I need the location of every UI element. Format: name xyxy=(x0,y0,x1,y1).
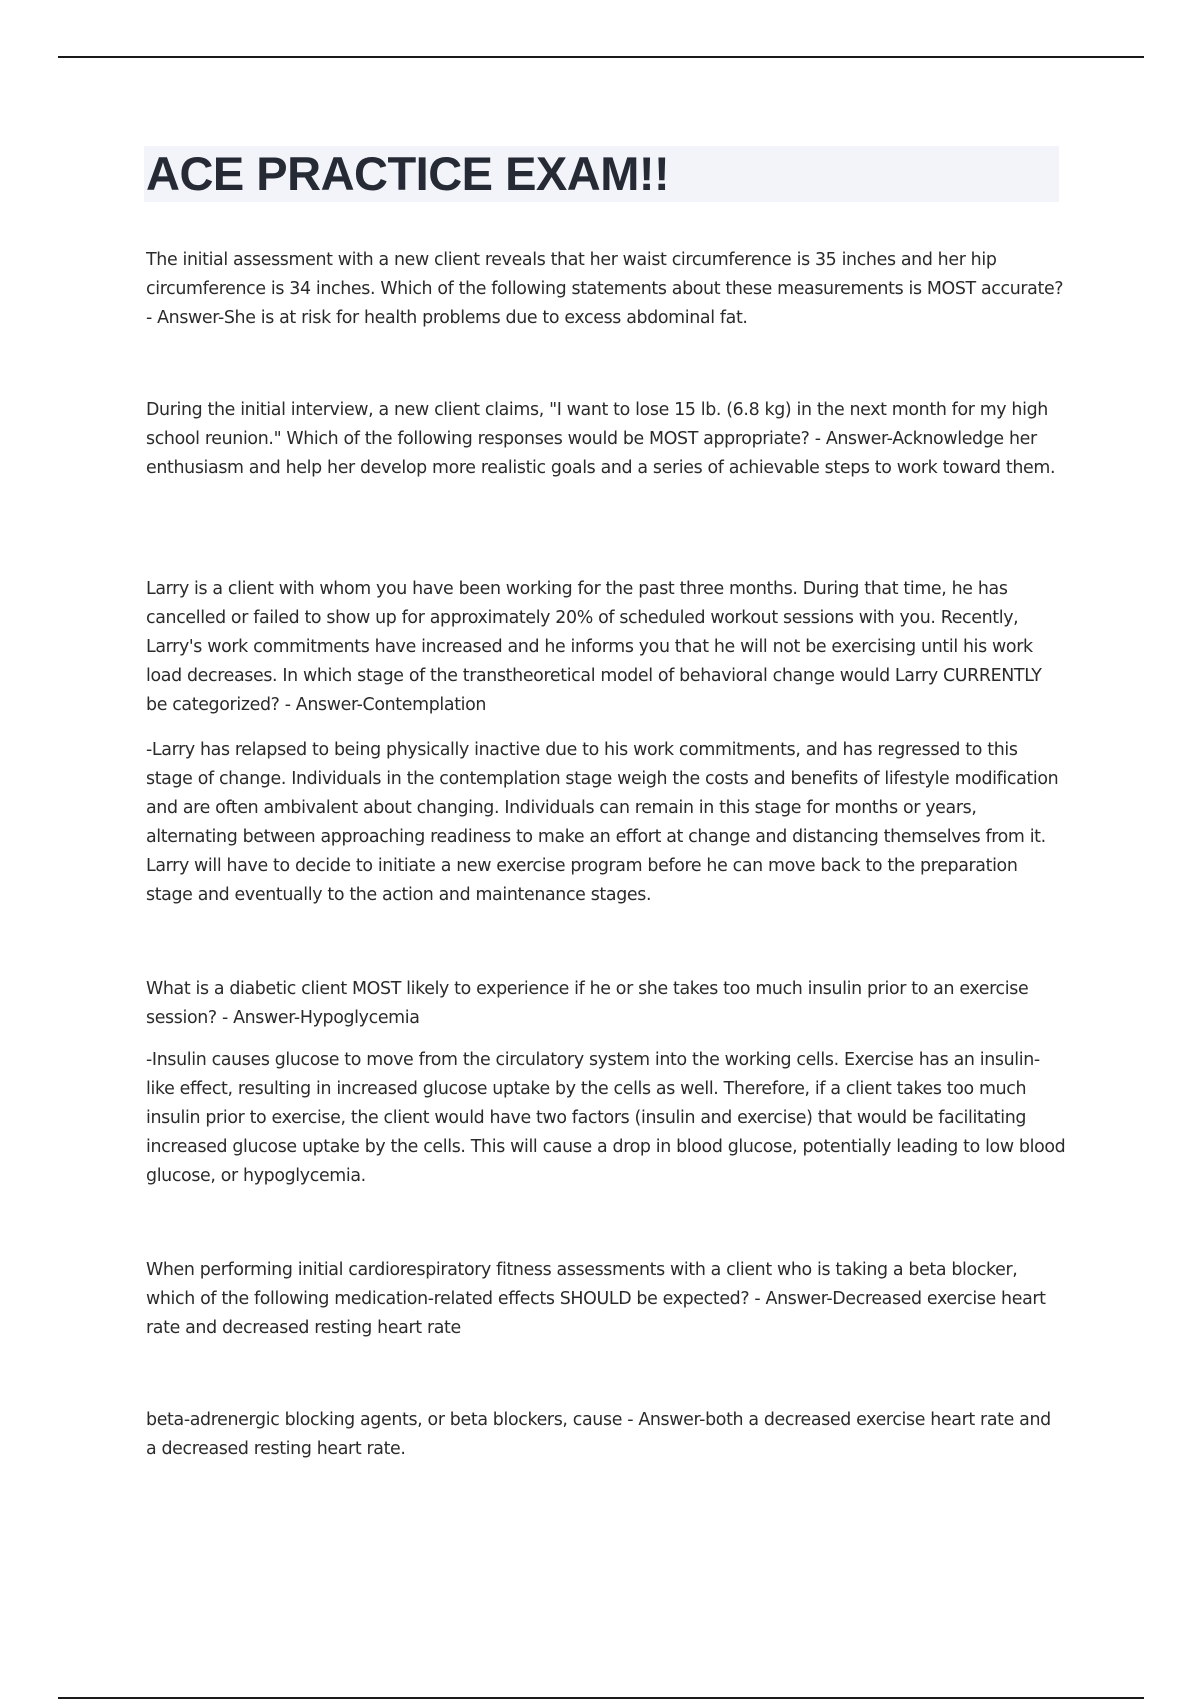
top-rule xyxy=(58,56,1144,58)
question-beta-blocker: When performing initial cardiorespiratory fitness assessments with a client who is taking a beta blocker, which of the following medication-related effects SHOULD be expected? - Answer-Decreased exercise heart rate and decreased resting heart rate xyxy=(146,1260,1046,1338)
explanation-transtheoretical: -Larry has relapsed to being physically inactive due to his work commitments, and has regressed to this stage of change. Individuals in the contemplation stage weigh the costs and benefits of lifestyle modification and are often ambivalent about changing. Individuals can remain in this stage for months or years, alternating between approaching readiness to make an effort at change and distancing themselves from it. Larry will have to decide to initiate a new exercise program before he can move back to the preparation stage and eventually to the action and maintenance stages. xyxy=(146,740,1059,905)
question-beta-adrenergic: beta-adrenergic blocking agents, or beta blockers, cause - Answer-both a decreased exercise heart rate and a decreased resting heart rate. xyxy=(146,1410,1051,1459)
question-insulin: What is a diabetic client MOST likely to experience if he or she takes too much insulin prior to an exercise session? - Answer-Hypoglycemia xyxy=(146,979,1029,1028)
question-waist-hip: The initial assessment with a new client reveals that her waist circumference is 35 inches and her hip circumference is 34 inches. Which of the following statements about these measurements is MOST accurate? - Answer-She is at risk for health problems due to excess abdominal fat. xyxy=(146,250,1064,328)
page-title: ACE PRACTICE EXAM!! xyxy=(146,147,670,200)
bottom-rule xyxy=(58,1697,1144,1699)
explanation-insulin: -Insulin causes glucose to move from the circulatory system into the working cells. Exercise has an insulin-like effect, resulting in increased glucose uptake by the cells as well. Therefore, if a client takes too much insulin prior to exercise, the client would have two factors (insulin and exercise) that would be facilitating increased glucose uptake by the cells. This will cause a drop in blood glucose, potentially leading to low blood glucose, or hypoglycemia. xyxy=(146,1050,1066,1186)
question-weight-goal: During the initial interview, a new client claims, "I want to lose 15 lb. (6.8 kg) in the next month for my high school reunion." Which of the following responses would be MOST appropriate? - Answer-Acknowledge her enthusiasm and help her develop more realistic goals and a series of achievable steps to work toward them. xyxy=(146,400,1056,478)
question-transtheoretical: Larry is a client with whom you have been working for the past three months. During that time, he has cancelled or failed to show up for approximately 20% of scheduled workout sessions with you. Recently, Larry's work commitments have increased and he informs you that he will not be exercising until his work load decreases. In which stage of the transtheoretical model of behavioral change would Larry CURRENTLY be categorized? - Answer-Contemplation xyxy=(146,579,1042,715)
